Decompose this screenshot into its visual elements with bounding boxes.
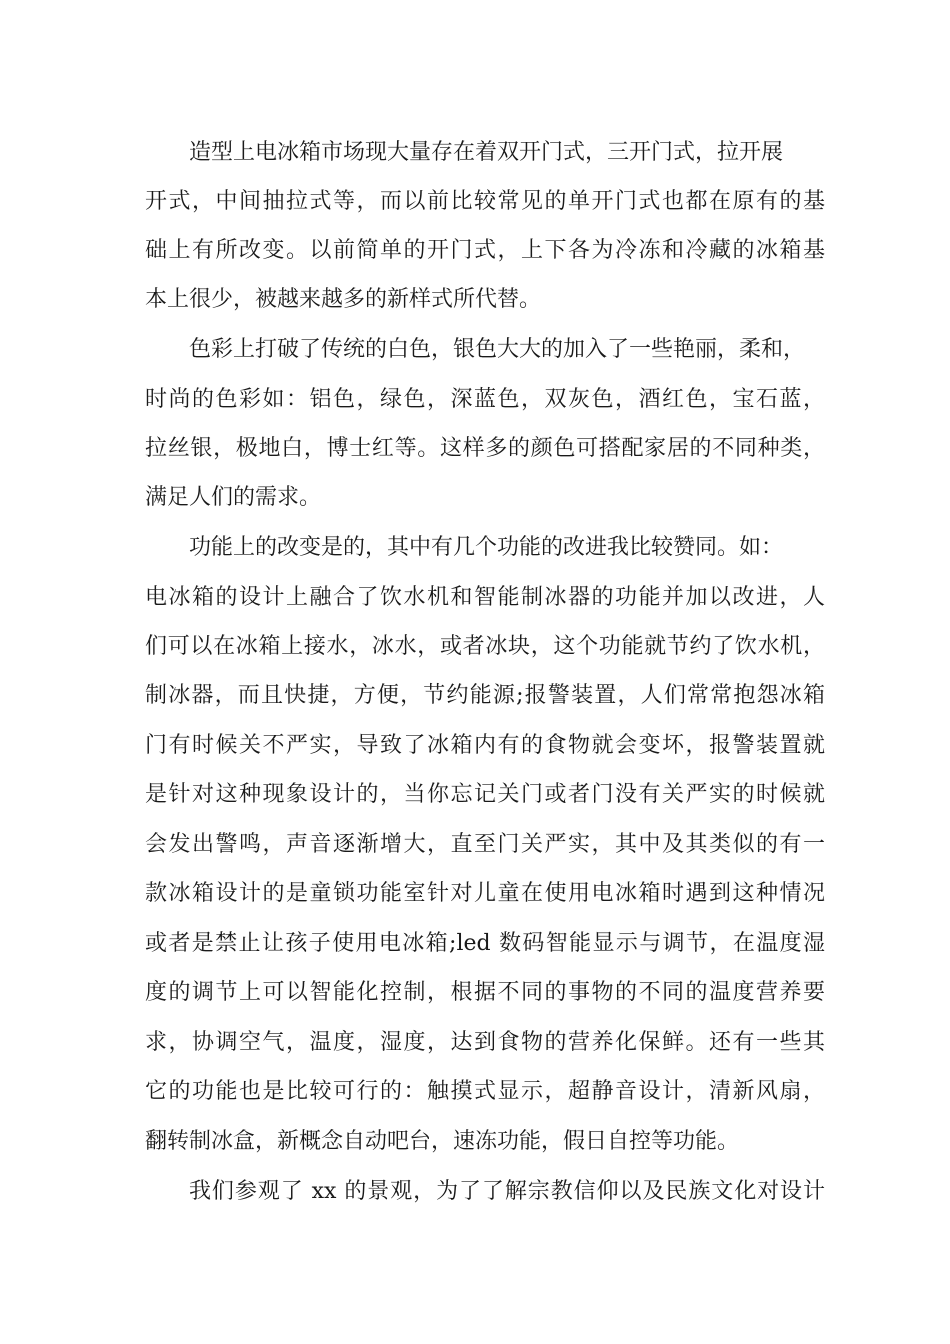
paragraph-3-line-2: 电冰箱的设计上融合了饮水机和智能制冰器的功能并加以改进，人	[145, 585, 825, 610]
paragraph-2-line-4: 满足人们的需求。	[145, 485, 322, 510]
paragraph-3-line-8: 款冰箱设计的是童锁功能室针对儿童在使用电冰箱时遇到这种情况	[145, 881, 825, 906]
paragraph-4-line-1: 我们参观了 xx 的景观，为了了解宗教信仰以及民族文化对设计	[189, 1179, 825, 1204]
paragraph-3-line-11: 求，协调空气，温度，湿度，达到食物的营养化保鲜。还有一些其	[145, 1030, 825, 1055]
paragraph-3-line-5: 门有时候关不严实，导致了冰箱内有的食物就会变坏，报警装置就	[145, 733, 825, 758]
paragraph-3-line-13: 翻转制冰盒，新概念自动吧台，速冻功能，假日自控等功能。	[145, 1129, 740, 1154]
paragraph-2-line-2: 时尚的色彩如：铝色，绿色，深蓝色，双灰色，酒红色，宝石蓝，	[145, 387, 825, 412]
paragraph-2-line-1: 色彩上打破了传统的白色，银色大大的加入了一些艳丽，柔和，	[189, 337, 806, 362]
paragraph-3-line-6: 是针对这种现象设计的，当你忘记关门或者门没有关严实的时候就	[145, 782, 825, 807]
paragraph-3-line-9: 或者是禁止让孩子使用电冰箱;led 数码智能显示与调节，在温度湿	[145, 931, 825, 956]
paragraph-3-line-10: 度的调节上可以智能化控制，根据不同的事物的不同的温度营养要	[145, 980, 825, 1005]
paragraph-3-line-12: 它的功能也是比较可行的：触摸式显示，超静音设计，清新风扇，	[145, 1079, 825, 1104]
paragraph-3-line-4: 制冰器，而且快捷，方便，节约能源;报警装置，人们常常抱怨冰箱	[145, 683, 825, 708]
paragraph-1-line-1: 造型上电冰箱市场现大量存在着双开门式，三开门式，拉开展	[189, 140, 784, 165]
paragraph-1-line-4: 本上很少，被越来越多的新样式所代替。	[145, 287, 542, 312]
paragraph-3-line-3: 们可以在冰箱上接水，冰水，或者冰块，这个功能就节约了饮水机，	[145, 634, 825, 659]
paragraph-1-line-3: 础上有所改变。以前简单的开门式，上下各为冷冻和冷藏的冰箱基	[145, 238, 825, 263]
paragraph-2-line-3: 拉丝银，极地白，博士红等。这样多的颜色可搭配家居的不同种类，	[145, 436, 825, 461]
paragraph-1-line-2: 开式，中间抽拉式等，而以前比较常见的单开门式也都在原有的基	[145, 189, 825, 214]
paragraph-3-line-7: 会发出警鸣，声音逐渐增大，直至门关严实，其中及其类似的有一	[145, 832, 825, 857]
paragraph-3-line-1: 功能上的改变是的，其中有几个功能的改进我比较赞同。如：	[189, 535, 784, 560]
